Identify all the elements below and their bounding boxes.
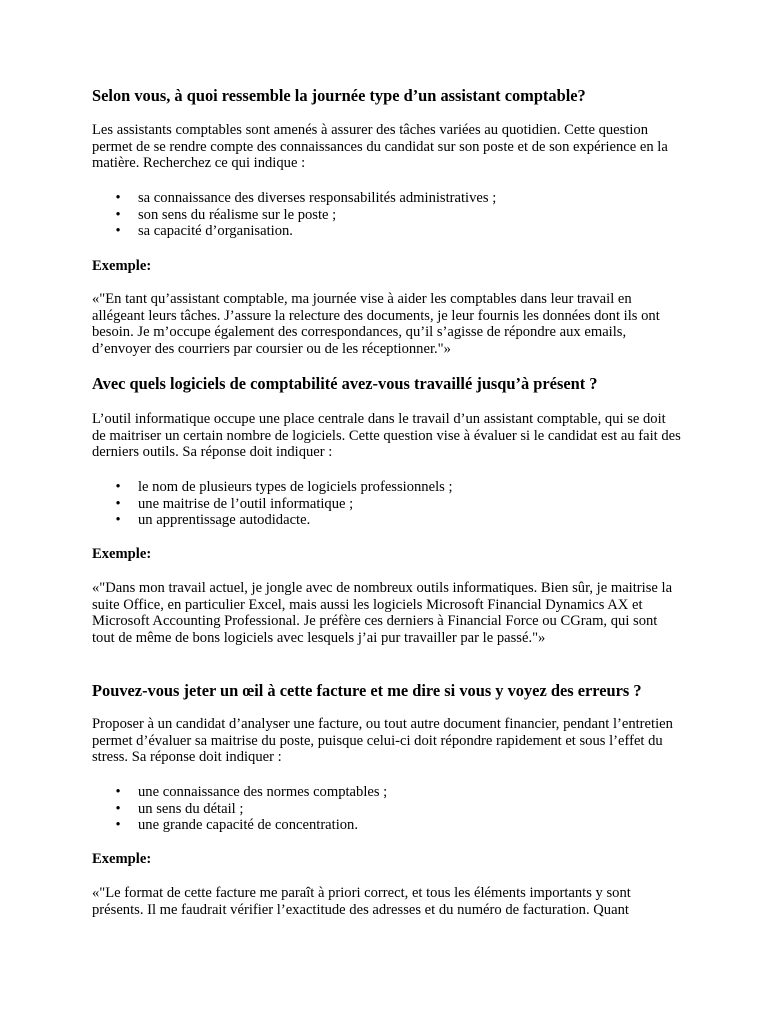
example-label: Exemple: — [92, 546, 152, 562]
section-intro: Les assistants comptables sont amenés à assurer des tâches variées au quotidien. Cette question permet de se rendre compte des connaissances du candidat sur son poste et de son expérience en la matière. Recherchez ce qui indique : — [92, 122, 668, 172]
example-label: Exemple: — [92, 258, 152, 274]
bullet-glyph: • — [115, 495, 121, 512]
list-item: • une maitrise de l’outil informatique ; — [92, 496, 682, 513]
section-heading: Avec quels logiciels de comptabilité avez-vous travaillé jusqu’à présent ? — [92, 374, 598, 393]
section-intro: Proposer à un candidat d’analyser une facture, ou tout autre document financier, pendant l’entretien permet d’évaluer sa maitrise du poste, puisque celui-ci doit répondre rapidement et sous l’effet du stress. Sa réponse doit indiquer : — [92, 716, 673, 766]
example-label: Exemple: — [92, 851, 152, 867]
section-heading: Selon vous, à quoi ressemble la journée type d’un assistant comptable? — [92, 86, 586, 105]
example-text: «"Le format de cette facture me paraît à priori correct, et tous les éléments importants y sont présents. Il me faudrait vérifier l’exactitude des adresses et du numéro de facturation. Quant — [92, 885, 631, 918]
bullet-glyph: • — [115, 479, 121, 495]
bullet-glyph: • — [115, 190, 121, 206]
bullet-glyph: • — [115, 800, 121, 817]
bullet-list — [92, 190, 682, 240]
section-heading: Pouvez-vous jeter un œil à cette facture et me dire si vous y voyez des erreurs ? — [92, 681, 642, 700]
bullet-glyph: • — [115, 206, 121, 223]
list-item: • une connaissance des normes comptables ; — [92, 784, 682, 801]
list-item: • une grande capacité de concentration. — [92, 817, 682, 834]
list-item: • son sens du réalisme sur le poste ; — [92, 207, 682, 224]
example-text: «"En tant qu’assistant comptable, ma journée vise à aider les comptables dans leur travail en allégeant leurs tâches. J’assure la relecture des documents, je leur fournis les données dont ils ont besoin. Je m’occupe également des correspondances, qu’il s’agisse de répondre aux emails, d’envoyer des courriers par coursier ou de les réceptionner."» — [92, 291, 660, 357]
bullet-list — [92, 479, 682, 529]
list-item: • un sens du détail ; — [92, 801, 682, 818]
list-item: • sa connaissance des diverses responsabilités administratives ; — [92, 190, 682, 207]
bullet-glyph: • — [115, 223, 121, 240]
bullet-list — [92, 784, 682, 834]
example-text: «"Dans mon travail actuel, je jongle avec de nombreux outils informatiques. Bien sûr, je maitrise la suite Office, en particulier Excel, mais aussi les logiciels Microsoft Financial Dynamics AX et Microsoft Accounting Professional. Je préfère ces derniers à Financial Force ou CGram, qui sont tout de même de bons logiciels avec lesquels j’ai pur travailler par le passé."» — [92, 580, 673, 646]
list-item: • un apprentissage autodidacte. — [92, 512, 682, 529]
bullet-glyph: • — [115, 512, 121, 529]
list-item: • le nom de plusieurs types de logiciels professionnels ; — [92, 479, 682, 496]
bullet-glyph: • — [115, 784, 121, 800]
section-intro: L’outil informatique occupe une place centrale dans le travail d’un assistant comptable, qui se doit de maitriser un certain nombre de logiciels. Cette question vise à évaluer si le candidat est au fait des derniers outils. Sa réponse doit indiquer : — [92, 411, 681, 461]
list-item: • sa capacité d’organisation. — [92, 223, 682, 240]
bullet-glyph: • — [115, 817, 121, 834]
